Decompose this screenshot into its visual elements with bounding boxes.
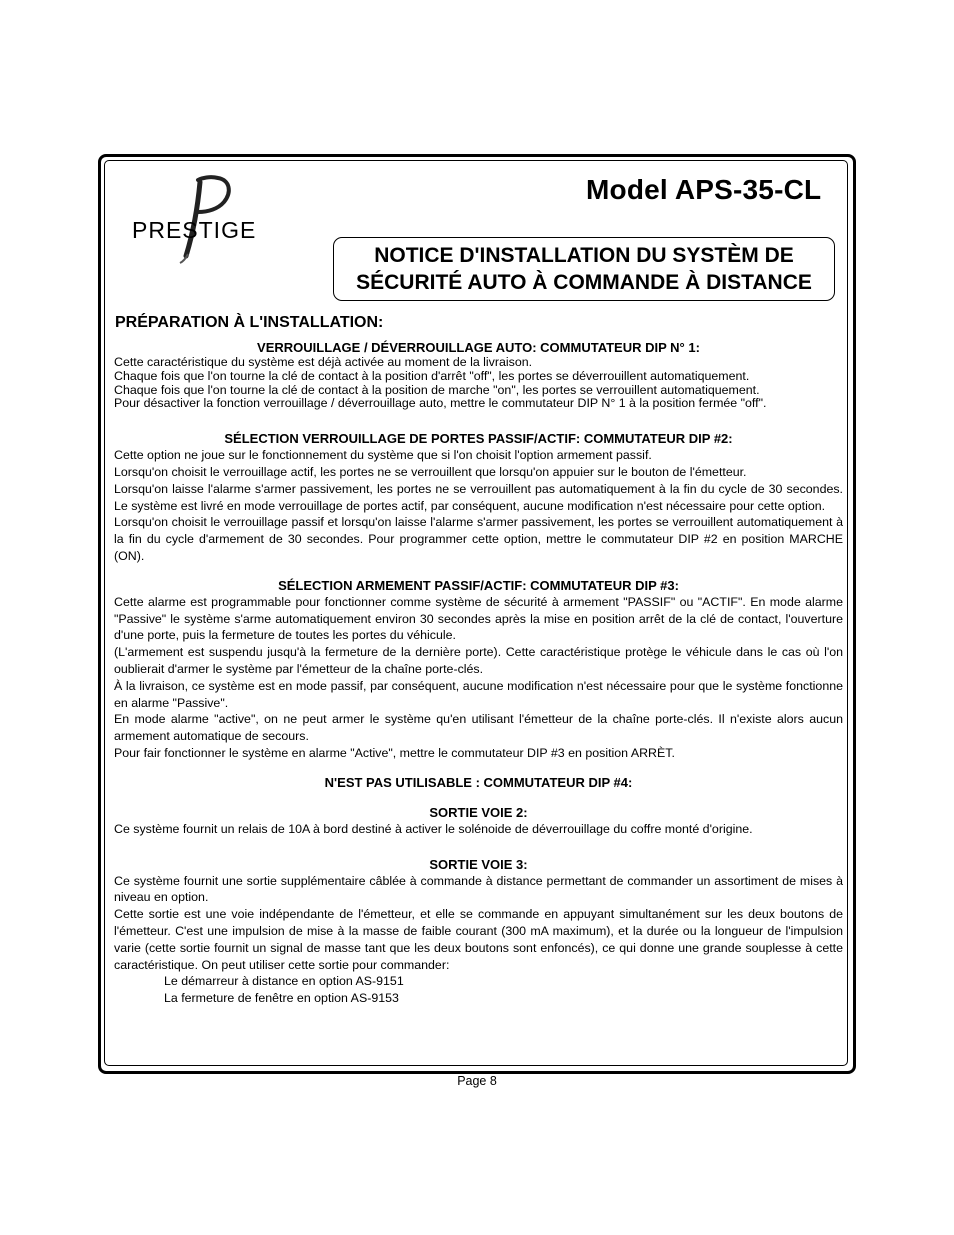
model-title: Model APS-35-CL xyxy=(586,174,822,205)
dip3-paragraph: Cette alarme est programmable pour fonctionner comme système de sécurité à armement "PASSIF" ou "ACTIF". En mode alarme "Passive" le système s'arme automatiquement environ 30 secondes après la mise en position arrêt de la clé de contact, l'ouverture d'une porte, puis la fermeture de toutes les portes du véhicule. xyxy=(114,594,843,643)
voie3-section xyxy=(114,857,843,1007)
dip3-section xyxy=(114,578,843,762)
dip1-heading: VERROUILLAGE / DÉVERROUILLAGE AUTO: COMMUTATEUR DIP N° 1: xyxy=(257,340,700,355)
voie2-heading: SORTIE VOIE 2: xyxy=(429,804,528,820)
svg-text:PRESTIGE: PRESTIGE xyxy=(132,217,257,243)
dip1-section xyxy=(114,340,843,411)
section-title: PRÉPARATION À L'INSTALLATION: xyxy=(115,314,384,331)
notice-title-line-2: SÉCURITÉ AUTO À COMMANDE À DISTANCE xyxy=(356,271,812,294)
voie3-option: Le démarreur à distance en option AS-9151 xyxy=(164,974,404,989)
dip2-section xyxy=(114,431,843,565)
voie2-section xyxy=(114,805,843,838)
voie3-paragraph: Cette sortie est une voie indépendante de l'émetteur, et elle se commande en appuyant simultanément sur les deux boutons de l'émetteur. C'est une impulsion de mise à la masse de faible courant (300 mA maximum), et la durée ou la longueur de l'impulsion varie (cette sortie fournit un signal de masse tant que les deux boutons sont enfoncés), ce qui donne une grande souplesse à cette caractéristique. On peut utiliser cette sortie pour commander: xyxy=(114,907,843,972)
dip2-heading: SÉLECTION VERROUILLAGE DE PORTES PASSIF/ACTIF: COMMUTATEUR DIP #2: xyxy=(224,431,733,447)
dip1-line: Chaque fois que l'on tourne la clé de contact à la position d'arrêt "off", les portes se déverrouillent automatiquement. xyxy=(114,368,750,383)
voie3-option: La fermeture de fenêtre en option AS-9153 xyxy=(164,991,399,1006)
dip3-paragraph: (L'armement est suspendu jusqu'à la fermeture de la dernière porte). Cette caractéristique protège le véhicule dans le cas où l'on oublierait d'armer le système par l'émetteur de la chaîne porte-clés. xyxy=(114,645,843,676)
voie2-text: Ce système fournit un relais de 10A à bord destiné à activer le solénoide de déverrouillage du coffre monté d'origine. xyxy=(114,821,753,836)
dip2-paragraph: Cette option ne joue sur le fonctionnement du système que si l'on choisit l'option armement passif. xyxy=(114,448,652,463)
dip2-paragraph: Lorsqu'on laisse l'alarme s'armer passivement, les portes ne se verrouillent pas automatiquement à la fin du cycle de 30 secondes. Le système est livré en mode verrouillage de portes actif, par conséquent, aucune modification n'est nécessaire pour cette option. xyxy=(114,481,843,513)
dip1-line: Cette caractéristique du système est déjà activée au moment de la livraison. xyxy=(114,355,533,369)
dip1-line: Chaque fois que l'on tourne la clé de contact à la position de marche "on", les portes se verrouillent automatiquement. xyxy=(114,382,760,397)
dip3-paragraph: En mode alarme "active", on ne peut armer le système qu'en utilisant l'émetteur de la chaîne porte-clés. Il n'existe alors aucun armement automatique de secours. xyxy=(114,712,843,744)
prestige-logo xyxy=(128,168,288,268)
dip2-paragraph: Lorsqu'on choisit le verrouillage actif, les portes ne se verrouillent que lorsqu'on appuier sur le bouton de l'émetteur. xyxy=(114,464,747,479)
notice-title-line-1: NOTICE D'INSTALLATION DU SYSTÈM DE xyxy=(374,244,794,267)
dip4-heading: N'EST PAS UTILISABLE : COMMUTATEUR DIP #4: xyxy=(324,774,633,790)
dip2-paragraph: Lorsqu'on choisit le verrouillage passif et lorsqu'on laisse l'alarme s'armer passivement, les portes se verrouillent automatiquement à la fin du cycle d'armement de 30 secondes. Pour programmer cette option, mettre le commutateur DIP #2 en position MARCHE (ON). xyxy=(114,515,843,563)
notice-title-box xyxy=(333,237,835,301)
dip3-heading: SÉLECTION ARMEMENT PASSIF/ACTIF: COMMUTATEUR DIP #3: xyxy=(278,577,679,593)
dip3-paragraph: À la livraison, ce système est en mode passif, par conséquent, aucune modification n'est nécessaire pour que le système fonctionne en alarme "Passive". xyxy=(114,678,843,710)
voie3-paragraph: Ce système fournit une sortie supplémentaire câblée à commande à distance permettant de commander un assortiment de mises à niveau en option. xyxy=(114,873,843,905)
voie3-heading: SORTIE VOIE 3: xyxy=(429,856,528,872)
dip3-paragraph: Pour fair fonctionner le système en alarme "Active", mettre le commutateur DIP #3 en position ARRÈT. xyxy=(114,745,675,760)
dip1-line: Pour désactiver la fonction verrouillage / déverrouillage auto, mettre le commutateur DIP N° 1 à la position fermée "off". xyxy=(114,396,767,411)
document-body xyxy=(114,340,843,1007)
page-number: Page 8 xyxy=(457,1074,497,1088)
